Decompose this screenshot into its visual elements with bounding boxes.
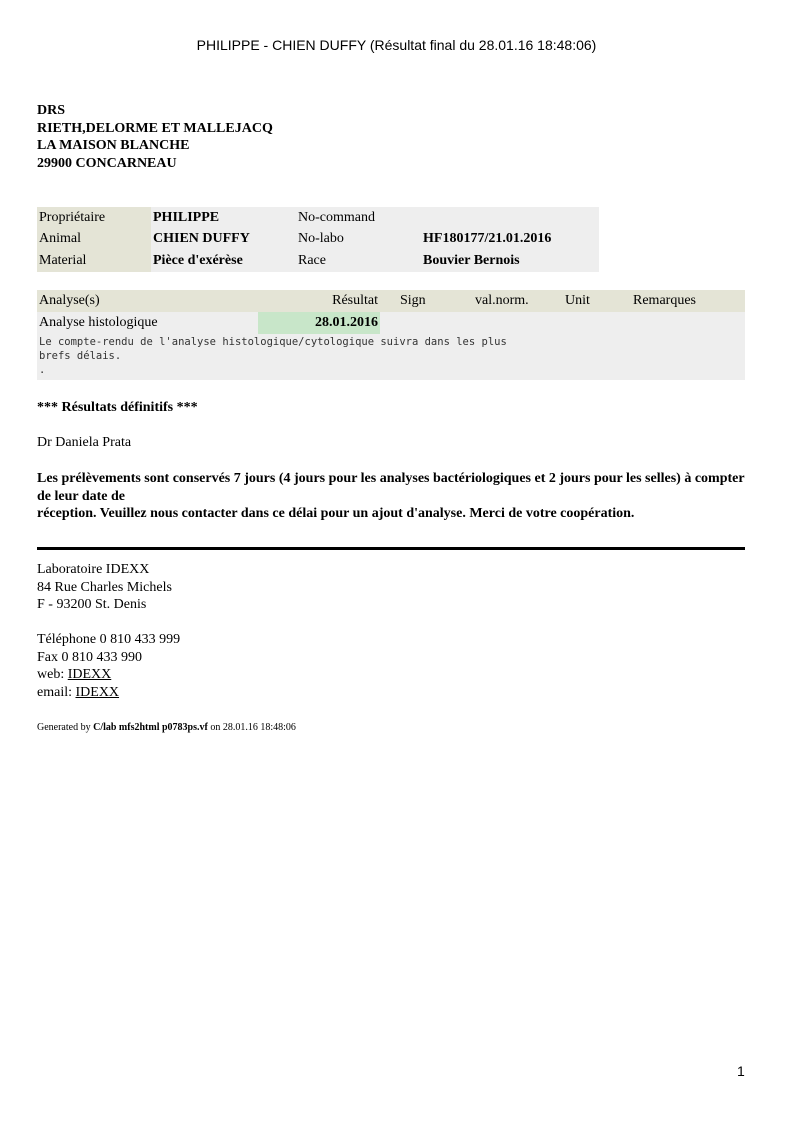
results-table: [37, 290, 745, 380]
col-header-remarques: Remarques: [605, 290, 745, 312]
email-link[interactable]: IDEXX: [75, 684, 120, 700]
results-header-row: [37, 290, 745, 312]
lab-line: F - 93200 St. Denis: [37, 597, 147, 612]
web-label: web:: [37, 667, 65, 682]
generated-suffix: on 28.01.16 18:48:06: [210, 722, 296, 733]
email-label: email:: [37, 684, 72, 700]
empty-cell: [380, 312, 455, 334]
divider: [37, 547, 745, 550]
recipient-line: LA MAISON BLANCHE: [37, 138, 190, 153]
info-label: Propriétaire: [37, 207, 151, 229]
info-value: PHILIPPE: [151, 207, 296, 229]
generated-prefix: Generated by: [37, 722, 91, 733]
col-header-sign: Sign: [380, 290, 455, 312]
analyse-name: Analyse histologique: [37, 312, 258, 334]
lab-contact: [37, 631, 180, 701]
conservation-notice: [37, 470, 745, 523]
info-label: Material: [37, 250, 151, 272]
page-title: PHILIPPE - CHIEN DUFFY (Résultat final du 28.01.16 18:48:06): [196, 37, 597, 53]
email-row: [37, 684, 180, 702]
patient-info-table: [37, 207, 599, 272]
info-value: CHIEN DUFFY: [151, 229, 296, 251]
generated-program: C/lab mfs2html p0783ps.vf: [93, 722, 208, 733]
col-header-unit: Unit: [537, 290, 605, 312]
info-row-animal: [37, 229, 599, 251]
comment-line: .: [39, 364, 46, 376]
info-label: Animal: [37, 229, 151, 251]
empty-cell: [605, 312, 745, 334]
col-header-analyse: Analyse(s): [37, 290, 258, 312]
comment-line: brefs délais.: [39, 350, 122, 362]
recipient-line: RIETH,DELORME ET MALLEJACQ: [37, 120, 273, 136]
recipient-line: DRS: [37, 103, 66, 118]
recipient-address: [37, 102, 273, 172]
info-value: HF180177/21.01.2016: [421, 229, 599, 251]
web-row: [37, 666, 180, 684]
info-label: No-labo: [296, 229, 421, 251]
info-label: Race: [296, 250, 421, 272]
info-label: No-command: [296, 207, 421, 229]
web-link[interactable]: IDEXX: [67, 667, 112, 682]
notice-line: réception. Veuillez nous contacter dans ce délai pour un ajout d'analyse. Merci de votre coopération.: [37, 506, 635, 521]
table-row: [37, 312, 745, 334]
notice-line: Les prélèvements sont conservés 7 jours (4 jours pour les analyses bactériologiques et 2 jours pour les selles) à compter de leur date de: [37, 471, 745, 504]
info-value: [421, 207, 599, 229]
lab-line: Laboratoire IDEXX: [37, 562, 150, 577]
comment-line: Le compte-rendu de l'analyse histologique/cytologique suivra dans les plus: [39, 336, 507, 348]
info-value: Bouvier Bernois: [421, 250, 599, 272]
generated-by: [37, 722, 296, 733]
col-header-valnorm: val.norm.: [455, 290, 537, 312]
doctor-name: Dr Daniela Prata: [37, 435, 132, 450]
info-row-material: [37, 250, 599, 272]
empty-cell: [537, 312, 605, 334]
page-number: 1: [737, 1063, 745, 1079]
results-comment: [37, 334, 745, 380]
recipient-line: 29900 CONCARNEAU: [37, 155, 177, 171]
fax-number: Fax 0 810 433 990: [37, 649, 142, 665]
results-comment-row: [37, 334, 745, 380]
final-results-label: *** Résultats définitifs ***: [37, 400, 198, 415]
lab-address: [37, 561, 172, 614]
lab-line: 84 Rue Charles Michels: [37, 579, 172, 595]
analyse-result: 28.01.2016: [258, 312, 380, 334]
info-row-owner: [37, 207, 599, 229]
col-header-resultat: Résultat: [258, 290, 380, 312]
info-value: Pièce d'exérèse: [151, 250, 296, 272]
empty-cell: [455, 312, 537, 334]
phone-number: Téléphone 0 810 433 999: [37, 632, 181, 647]
